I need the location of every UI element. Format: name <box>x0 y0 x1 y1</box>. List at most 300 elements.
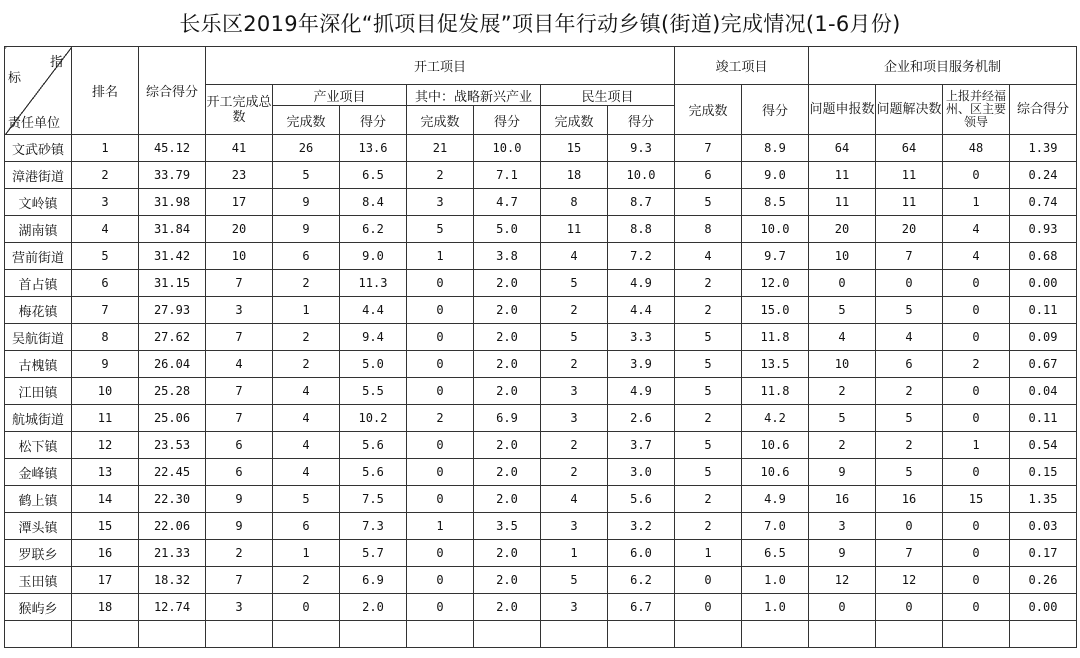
start-total-cell: 23 <box>206 162 273 189</box>
industry-count-cell: 4 <box>273 432 340 459</box>
problems-reported-cell: 12 <box>809 567 876 594</box>
unit-cell: 金峰镇 <box>5 459 72 486</box>
strategic-score-cell: 3.8 <box>474 243 541 270</box>
finish-score-cell: 8.9 <box>742 135 809 162</box>
livelihood-count-cell: 11 <box>541 216 608 243</box>
strategic-score-header: 得分 <box>474 106 541 135</box>
livelihood-count-cell: 3 <box>541 513 608 540</box>
livelihood-count-cell: 3 <box>541 594 608 621</box>
unit-cell: 航城街道 <box>5 405 72 432</box>
industry-count-cell: 2 <box>273 351 340 378</box>
corner-label-mark: 标 <box>8 71 22 86</box>
unit-cell: 松下镇 <box>5 432 72 459</box>
livelihood-score-cell: 6.2 <box>608 567 675 594</box>
problems-solved-cell: 7 <box>876 540 943 567</box>
empty-cell <box>876 621 943 648</box>
livelihood-score-cell: 10.0 <box>608 162 675 189</box>
empty-cell <box>72 621 139 648</box>
empty-cell <box>273 621 340 648</box>
unit-cell: 潭头镇 <box>5 513 72 540</box>
service-score-cell: 1.35 <box>1010 486 1077 513</box>
industry-score-cell: 6.2 <box>340 216 407 243</box>
strategic-score-cell: 7.1 <box>474 162 541 189</box>
livelihood-score-cell: 5.6 <box>608 486 675 513</box>
finish-count-cell: 5 <box>675 324 742 351</box>
unit-cell: 首占镇 <box>5 270 72 297</box>
empty-cell <box>943 621 1010 648</box>
problems-reported-cell: 2 <box>809 432 876 459</box>
problems-solved-cell: 5 <box>876 459 943 486</box>
rank-cell: 7 <box>72 297 139 324</box>
start-projects-header: 开工项目 <box>206 47 675 85</box>
strategic-header: 其中：战略新兴产业 <box>407 85 541 106</box>
table-row <box>5 540 1077 567</box>
finish-count-cell: 7 <box>675 135 742 162</box>
table-row <box>5 594 1077 621</box>
industry-count-cell: 9 <box>273 216 340 243</box>
strategic-count-cell: 3 <box>407 189 474 216</box>
rank-cell: 11 <box>72 405 139 432</box>
industry-score-cell: 6.9 <box>340 567 407 594</box>
empty-cell <box>675 621 742 648</box>
total-score-header: 综合得分 <box>139 47 206 135</box>
livelihood-score-cell: 8.7 <box>608 189 675 216</box>
leader-reported-cell: 4 <box>943 243 1010 270</box>
industry-score-cell: 5.7 <box>340 540 407 567</box>
problems-solved-cell: 2 <box>876 432 943 459</box>
leader-reported-cell: 1 <box>943 189 1010 216</box>
strategic-score-cell: 5.0 <box>474 216 541 243</box>
livelihood-score-cell: 7.2 <box>608 243 675 270</box>
strategic-count-cell: 1 <box>407 243 474 270</box>
unit-cell: 文武砂镇 <box>5 135 72 162</box>
finish-score-cell: 12.0 <box>742 270 809 297</box>
unit-cell: 猴屿乡 <box>5 594 72 621</box>
livelihood-score-cell: 9.3 <box>608 135 675 162</box>
finish-score-cell: 13.5 <box>742 351 809 378</box>
unit-cell: 古槐镇 <box>5 351 72 378</box>
finish-score-cell: 11.8 <box>742 378 809 405</box>
finish-count-cell: 0 <box>675 567 742 594</box>
service-score-cell: 0.68 <box>1010 243 1077 270</box>
start-total-cell: 4 <box>206 351 273 378</box>
strategic-count-cell: 0 <box>407 567 474 594</box>
livelihood-count-cell: 3 <box>541 405 608 432</box>
problems-solved-cell: 5 <box>876 297 943 324</box>
livelihood-score-cell: 6.7 <box>608 594 675 621</box>
service-score-header: 综合得分 <box>1010 85 1077 135</box>
industry-header: 产业项目 <box>273 85 407 106</box>
livelihood-count-cell: 1 <box>541 540 608 567</box>
leader-reported-cell: 0 <box>943 297 1010 324</box>
problems-solved-cell: 0 <box>876 270 943 297</box>
finish-score-cell: 10.6 <box>742 459 809 486</box>
problems-solved-cell: 5 <box>876 405 943 432</box>
finish-count-cell: 8 <box>675 216 742 243</box>
finish-count-cell: 4 <box>675 243 742 270</box>
problems-solved-cell: 12 <box>876 567 943 594</box>
leader-reported-cell: 0 <box>943 378 1010 405</box>
rank-cell: 2 <box>72 162 139 189</box>
empty-cell <box>340 621 407 648</box>
service-score-cell: 0.00 <box>1010 594 1077 621</box>
industry-count-cell: 2 <box>273 270 340 297</box>
empty-cell <box>809 621 876 648</box>
problems-reported-cell: 64 <box>809 135 876 162</box>
unit-cell: 玉田镇 <box>5 567 72 594</box>
total-score-cell: 25.28 <box>139 378 206 405</box>
start-total-cell: 7 <box>206 324 273 351</box>
leader-reported-cell: 0 <box>943 513 1010 540</box>
leader-reported-cell: 0 <box>943 567 1010 594</box>
start-total-cell: 9 <box>206 513 273 540</box>
rank-cell: 18 <box>72 594 139 621</box>
strategic-score-cell: 4.7 <box>474 189 541 216</box>
empty-row <box>5 621 1077 648</box>
industry-score-cell: 5.5 <box>340 378 407 405</box>
finish-score-cell: 7.0 <box>742 513 809 540</box>
service-score-cell: 0.11 <box>1010 405 1077 432</box>
livelihood-score-cell: 4.4 <box>608 297 675 324</box>
rank-cell: 12 <box>72 432 139 459</box>
finish-count-cell: 2 <box>675 513 742 540</box>
problems-reported-cell: 4 <box>809 324 876 351</box>
finish-score-cell: 4.2 <box>742 405 809 432</box>
table-row <box>5 432 1077 459</box>
service-score-cell: 0.54 <box>1010 432 1077 459</box>
service-score-cell: 0.09 <box>1010 324 1077 351</box>
corner-label-indicator: 指 <box>49 55 63 70</box>
rank-cell: 10 <box>72 378 139 405</box>
livelihood-score-cell: 3.0 <box>608 459 675 486</box>
start-total-header: 开工完成总数 <box>206 85 273 135</box>
livelihood-count-cell: 2 <box>541 297 608 324</box>
strategic-count-cell: 0 <box>407 378 474 405</box>
strategic-count-cell: 0 <box>407 351 474 378</box>
service-score-cell: 0.93 <box>1010 216 1077 243</box>
empty-cell <box>474 621 541 648</box>
industry-count-cell: 4 <box>273 378 340 405</box>
finish-count-cell: 5 <box>675 351 742 378</box>
finish-score-cell: 9.7 <box>742 243 809 270</box>
leader-reported-cell: 0 <box>943 594 1010 621</box>
industry-score-header: 得分 <box>340 106 407 135</box>
industry-count-cell: 1 <box>273 297 340 324</box>
total-score-cell: 22.06 <box>139 513 206 540</box>
problems-solved-cell: 6 <box>876 351 943 378</box>
rank-cell: 4 <box>72 216 139 243</box>
total-score-cell: 27.93 <box>139 297 206 324</box>
strategic-score-cell: 6.9 <box>474 405 541 432</box>
industry-count-cell: 4 <box>273 459 340 486</box>
problems-reported-cell: 9 <box>809 459 876 486</box>
livelihood-count-cell: 5 <box>541 324 608 351</box>
empty-cell <box>5 621 72 648</box>
table-row <box>5 378 1077 405</box>
strategic-score-cell: 10.0 <box>474 135 541 162</box>
start-total-cell: 6 <box>206 459 273 486</box>
service-score-cell: 0.67 <box>1010 351 1077 378</box>
leader-reported-cell: 0 <box>943 162 1010 189</box>
livelihood-score-cell: 6.0 <box>608 540 675 567</box>
table-row <box>5 216 1077 243</box>
livelihood-score-cell: 4.9 <box>608 270 675 297</box>
total-score-cell: 21.33 <box>139 540 206 567</box>
livelihood-count-cell: 8 <box>541 189 608 216</box>
finish-score-cell: 6.5 <box>742 540 809 567</box>
unit-cell: 漳港街道 <box>5 162 72 189</box>
livelihood-score-cell: 4.9 <box>608 378 675 405</box>
table-row <box>5 270 1077 297</box>
leader-reported-cell: 0 <box>943 459 1010 486</box>
start-total-cell: 20 <box>206 216 273 243</box>
strategic-count-cell: 2 <box>407 162 474 189</box>
problems-solved-cell: 20 <box>876 216 943 243</box>
industry-count-header: 完成数 <box>273 106 340 135</box>
leader-reported-cell: 0 <box>943 540 1010 567</box>
rank-header: 排名 <box>72 47 139 135</box>
problems-reported-cell: 0 <box>809 270 876 297</box>
livelihood-count-cell: 4 <box>541 243 608 270</box>
unit-cell: 营前街道 <box>5 243 72 270</box>
industry-count-cell: 5 <box>273 162 340 189</box>
livelihood-score-header: 得分 <box>608 106 675 135</box>
rank-cell: 5 <box>72 243 139 270</box>
service-score-cell: 0.74 <box>1010 189 1077 216</box>
page-title: 长乐区2019年深化“抓项目促发展”项目年行动乡镇(街道)完成情况(1-6月份) <box>179 12 901 36</box>
industry-score-cell: 7.5 <box>340 486 407 513</box>
problems-reported-cell: 16 <box>809 486 876 513</box>
strategic-score-cell: 2.0 <box>474 567 541 594</box>
livelihood-count-cell: 15 <box>541 135 608 162</box>
unit-cell: 湖南镇 <box>5 216 72 243</box>
strategic-count-cell: 0 <box>407 594 474 621</box>
total-score-cell: 18.32 <box>139 567 206 594</box>
leader-reported-cell: 4 <box>943 216 1010 243</box>
industry-score-cell: 2.0 <box>340 594 407 621</box>
industry-score-cell: 9.4 <box>340 324 407 351</box>
livelihood-score-cell: 3.7 <box>608 432 675 459</box>
start-total-cell: 9 <box>206 486 273 513</box>
finish-count-cell: 0 <box>675 594 742 621</box>
strategic-count-cell: 0 <box>407 270 474 297</box>
problems-reported-cell: 10 <box>809 351 876 378</box>
strategic-count-cell: 0 <box>407 297 474 324</box>
industry-score-cell: 5.0 <box>340 351 407 378</box>
leader-reported-cell: 48 <box>943 135 1010 162</box>
total-score-cell: 22.30 <box>139 486 206 513</box>
finish-score-cell: 8.5 <box>742 189 809 216</box>
total-score-cell: 33.79 <box>139 162 206 189</box>
finish-count-cell: 5 <box>675 378 742 405</box>
finish-count-cell: 5 <box>675 432 742 459</box>
industry-score-cell: 13.6 <box>340 135 407 162</box>
strategic-score-cell: 2.0 <box>474 540 541 567</box>
finish-count-cell: 2 <box>675 486 742 513</box>
service-score-cell: 0.24 <box>1010 162 1077 189</box>
unit-cell: 罗联乡 <box>5 540 72 567</box>
industry-score-cell: 4.4 <box>340 297 407 324</box>
livelihood-count-header: 完成数 <box>541 106 608 135</box>
strategic-score-cell: 2.0 <box>474 486 541 513</box>
industry-count-cell: 6 <box>273 513 340 540</box>
strategic-count-cell: 2 <box>407 405 474 432</box>
problems-solved-cell: 64 <box>876 135 943 162</box>
empty-cell <box>742 621 809 648</box>
industry-score-cell: 5.6 <box>340 432 407 459</box>
industry-count-cell: 5 <box>273 486 340 513</box>
rank-cell: 15 <box>72 513 139 540</box>
livelihood-score-cell: 3.9 <box>608 351 675 378</box>
problems-reported-cell: 5 <box>809 297 876 324</box>
problems-solved-cell: 11 <box>876 189 943 216</box>
total-score-cell: 31.15 <box>139 270 206 297</box>
rank-cell: 1 <box>72 135 139 162</box>
rank-cell: 9 <box>72 351 139 378</box>
finish-count-cell: 6 <box>675 162 742 189</box>
empty-cell <box>608 621 675 648</box>
strategic-count-cell: 21 <box>407 135 474 162</box>
strategic-score-cell: 2.0 <box>474 351 541 378</box>
industry-count-cell: 26 <box>273 135 340 162</box>
table-row <box>5 351 1077 378</box>
strategic-count-cell: 5 <box>407 216 474 243</box>
industry-count-cell: 4 <box>273 405 340 432</box>
problems-reported-cell: 11 <box>809 189 876 216</box>
strategic-count-cell: 0 <box>407 459 474 486</box>
leader-reported-cell: 0 <box>943 270 1010 297</box>
corner-label-unit: 责任单位 <box>8 116 61 131</box>
industry-count-cell: 0 <box>273 594 340 621</box>
industry-score-cell: 5.6 <box>340 459 407 486</box>
strategic-score-cell: 2.0 <box>474 432 541 459</box>
start-total-cell: 7 <box>206 567 273 594</box>
table-row <box>5 486 1077 513</box>
table-row <box>5 567 1077 594</box>
start-total-cell: 17 <box>206 189 273 216</box>
total-score-cell: 23.53 <box>139 432 206 459</box>
livelihood-header: 民生项目 <box>541 85 675 106</box>
strategic-score-cell: 2.0 <box>474 378 541 405</box>
finish-count-cell: 2 <box>675 297 742 324</box>
unit-cell: 鹤上镇 <box>5 486 72 513</box>
strategic-score-cell: 2.0 <box>474 270 541 297</box>
finish-count-cell: 2 <box>675 270 742 297</box>
strategic-count-header: 完成数 <box>407 106 474 135</box>
empty-cell <box>407 621 474 648</box>
problems-reported-cell: 0 <box>809 594 876 621</box>
industry-count-cell: 6 <box>273 243 340 270</box>
industry-score-cell: 6.5 <box>340 162 407 189</box>
industry-count-cell: 2 <box>273 567 340 594</box>
livelihood-count-cell: 2 <box>541 459 608 486</box>
unit-cell: 文岭镇 <box>5 189 72 216</box>
strategic-count-cell: 1 <box>407 513 474 540</box>
finished-projects-header: 竣工项目 <box>675 47 809 85</box>
problems-solved-cell: 2 <box>876 378 943 405</box>
finish-score-cell: 15.0 <box>742 297 809 324</box>
problems-reported-cell: 20 <box>809 216 876 243</box>
start-total-cell: 7 <box>206 378 273 405</box>
empty-cell <box>206 621 273 648</box>
service-mechanism-header: 企业和项目服务机制 <box>809 47 1077 85</box>
finish-count-cell: 5 <box>675 459 742 486</box>
livelihood-score-cell: 3.2 <box>608 513 675 540</box>
rank-cell: 6 <box>72 270 139 297</box>
table-row <box>5 135 1077 162</box>
start-total-cell: 7 <box>206 405 273 432</box>
industry-count-cell: 9 <box>273 189 340 216</box>
problems-reported-cell: 9 <box>809 540 876 567</box>
livelihood-count-cell: 4 <box>541 486 608 513</box>
unit-cell: 梅花镇 <box>5 297 72 324</box>
livelihood-count-cell: 2 <box>541 432 608 459</box>
livelihood-count-cell: 18 <box>541 162 608 189</box>
start-total-cell: 10 <box>206 243 273 270</box>
service-score-cell: 0.26 <box>1010 567 1077 594</box>
total-score-cell: 22.45 <box>139 459 206 486</box>
finish-score-cell: 10.0 <box>742 216 809 243</box>
finish-count-cell: 5 <box>675 189 742 216</box>
rank-cell: 16 <box>72 540 139 567</box>
rank-cell: 14 <box>72 486 139 513</box>
problems-reported-cell: 3 <box>809 513 876 540</box>
empty-cell <box>1010 621 1077 648</box>
livelihood-count-cell: 5 <box>541 270 608 297</box>
service-score-cell: 1.39 <box>1010 135 1077 162</box>
problems-reported-cell: 2 <box>809 378 876 405</box>
service-score-cell: 0.17 <box>1010 540 1077 567</box>
strategic-score-cell: 2.0 <box>474 459 541 486</box>
problems-solved-cell: 4 <box>876 324 943 351</box>
problems-reported-cell: 11 <box>809 162 876 189</box>
industry-score-cell: 11.3 <box>340 270 407 297</box>
problems-solved-cell: 0 <box>876 513 943 540</box>
livelihood-score-cell: 3.3 <box>608 324 675 351</box>
total-score-cell: 27.62 <box>139 324 206 351</box>
table-row <box>5 513 1077 540</box>
problems-solved-header: 问题解决数 <box>876 85 943 135</box>
start-total-cell: 41 <box>206 135 273 162</box>
problems-solved-cell: 11 <box>876 162 943 189</box>
table-row <box>5 189 1077 216</box>
start-total-cell: 7 <box>206 270 273 297</box>
problems-solved-cell: 7 <box>876 243 943 270</box>
problems-reported-header: 问题申报数 <box>809 85 876 135</box>
finish-score-cell: 9.0 <box>742 162 809 189</box>
industry-score-cell: 9.0 <box>340 243 407 270</box>
strategic-score-cell: 2.0 <box>474 297 541 324</box>
rank-cell: 3 <box>72 189 139 216</box>
rank-cell: 13 <box>72 459 139 486</box>
start-total-cell: 3 <box>206 594 273 621</box>
score-table <box>4 46 1077 648</box>
strategic-score-cell: 3.5 <box>474 513 541 540</box>
industry-score-cell: 8.4 <box>340 189 407 216</box>
strategic-score-cell: 2.0 <box>474 324 541 351</box>
leader-reported-cell: 0 <box>943 324 1010 351</box>
finish-score-cell: 11.8 <box>742 324 809 351</box>
industry-score-cell: 10.2 <box>340 405 407 432</box>
livelihood-count-cell: 5 <box>541 567 608 594</box>
start-total-cell: 6 <box>206 432 273 459</box>
table-row <box>5 405 1077 432</box>
finish-count-cell: 1 <box>675 540 742 567</box>
finish-score-cell: 10.6 <box>742 432 809 459</box>
total-score-cell: 31.98 <box>139 189 206 216</box>
livelihood-count-cell: 2 <box>541 351 608 378</box>
finish-score-cell: 1.0 <box>742 567 809 594</box>
